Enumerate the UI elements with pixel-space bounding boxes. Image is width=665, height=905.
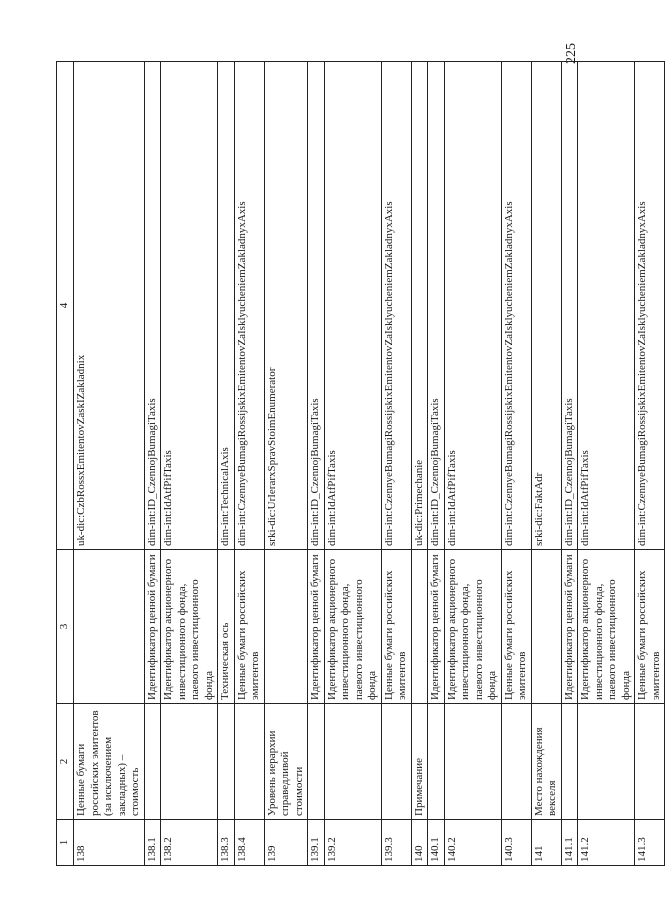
- row-number-cell: 141.3: [635, 820, 665, 866]
- row-code-cell: uk-dic:CzbRossxEmitentovZaskIZakladnix: [74, 62, 145, 550]
- row-code-cell: uk-dic:Primechanie: [411, 62, 428, 550]
- row-code-cell: srki-dic:UrIerarxSpravStoimEnumerator: [264, 62, 308, 550]
- row-code-cell: dim-int:IdAtfPifTaxis: [578, 62, 635, 550]
- row-number-cell: 139.1: [308, 820, 325, 866]
- row-name-cell: [635, 704, 665, 820]
- header-cell-4: 4: [57, 62, 74, 550]
- row-name-cell: [578, 704, 635, 820]
- row-description-cell: Идентификатор акционерного инвестиционного фонда, паевого инвестиционного фонда: [324, 550, 381, 704]
- row-code-cell: dim-int:ID_CzennojBumagiTaxis: [308, 62, 325, 550]
- row-number-cell: 141.2: [578, 820, 635, 866]
- table-row: [381, 62, 411, 866]
- table-row: [324, 62, 381, 866]
- row-description-cell: [264, 550, 308, 704]
- row-name-cell: Место нахождения векселя: [531, 704, 561, 820]
- row-code-cell: dim-int:IdAtfPifTaxis: [324, 62, 381, 550]
- row-name-cell: Ценные бумаги российских эмитентов (за исключением закладных) – стоимость: [74, 704, 145, 820]
- table-row: [561, 62, 578, 866]
- row-number-cell: 138.2: [161, 820, 218, 866]
- table-row: [74, 62, 145, 866]
- header-cell-2: 2: [57, 704, 74, 820]
- row-code-cell: dim-int:CzennyeBumagiRossijskixEmitentovZaIsklyucheniemZakladnyxAxis: [501, 62, 531, 550]
- row-code-cell: srki-dic:FaktAdr: [531, 62, 561, 550]
- row-code-cell: dim-int:ID_CzennojBumagiTaxis: [144, 62, 161, 550]
- row-name-cell: [428, 704, 445, 820]
- row-number-cell: 139.3: [381, 820, 411, 866]
- table-row: [578, 62, 635, 866]
- row-number-cell: 138: [74, 820, 145, 866]
- table-row: [264, 62, 308, 866]
- row-name-cell: [381, 704, 411, 820]
- row-name-cell: Примечание: [411, 704, 428, 820]
- table-row: [308, 62, 325, 866]
- row-number-cell: 140.1: [428, 820, 445, 866]
- row-description-cell: Ценные бумаги российских эмитентов: [501, 550, 531, 704]
- header-cell-3: 3: [57, 550, 74, 704]
- table-row: [531, 62, 561, 866]
- row-name-cell: [144, 704, 161, 820]
- table-row: [501, 62, 531, 866]
- row-number-cell: 140.3: [501, 820, 531, 866]
- row-number-cell: 138.4: [234, 820, 264, 866]
- row-description-cell: Техническая ось: [218, 550, 235, 704]
- table-row: [444, 62, 501, 866]
- row-number-cell: 139.2: [324, 820, 381, 866]
- row-name-cell: [561, 704, 578, 820]
- table-row: [411, 62, 428, 866]
- row-code-cell: dim-int:ID_CzennojBumagiTaxis: [561, 62, 578, 550]
- row-description-cell: Идентификатор акционерного инвестиционного фонда, паевого инвестиционного фонда: [444, 550, 501, 704]
- row-number-cell: 141: [531, 820, 561, 866]
- table-row: [144, 62, 161, 866]
- row-description-cell: [531, 550, 561, 704]
- row-description-cell: Идентификатор акционерного инвестиционного фонда, паевого инвестиционного фонда: [578, 550, 635, 704]
- row-code-cell: dim-int:CzennyeBumagiRossijskixEmitentovZaIsklyucheniemZakladnyxAxis: [234, 62, 264, 550]
- row-description-cell: Ценные бумаги российских эмитентов: [381, 550, 411, 704]
- table-row: [635, 62, 665, 866]
- table-row: [161, 62, 218, 866]
- row-number-cell: 140.2: [444, 820, 501, 866]
- row-code-cell: dim-int:IdAtfPifTaxis: [444, 62, 501, 550]
- row-code-cell: dim-int:IdAtfPifTaxis: [161, 62, 218, 550]
- rotated-table-container: [56, 62, 662, 866]
- row-code-cell: dim-int:CzennyeBumagiRossijskixEmitentovZaIsklyucheniemZakladnyxAxis: [381, 62, 411, 550]
- row-code-cell: dim-int:CzennyeBumagiRossijskixEmitentovZaIsklyucheniemZakladnyxAxis: [635, 62, 665, 550]
- row-description-cell: Идентификатор ценной бумаги: [308, 550, 325, 704]
- row-name-cell: [444, 704, 501, 820]
- row-name-cell: Уровень иерархии справедливой стоимости: [264, 704, 308, 820]
- row-description-cell: Идентификатор ценной бумаги: [561, 550, 578, 704]
- row-name-cell: [218, 704, 235, 820]
- table-row: [218, 62, 235, 866]
- row-description-cell: Идентификатор ценной бумаги: [428, 550, 445, 704]
- row-name-cell: [308, 704, 325, 820]
- row-description-cell: [74, 550, 145, 704]
- row-number-cell: 138.3: [218, 820, 235, 866]
- row-name-cell: [501, 704, 531, 820]
- table-header-row: [57, 62, 74, 866]
- row-number-cell: 141.1: [561, 820, 578, 866]
- row-name-cell: [234, 704, 264, 820]
- row-code-cell: dim-int:ID_CzennojBumagiTaxis: [428, 62, 445, 550]
- row-description-cell: Ценные бумаги российских эмитентов: [635, 550, 665, 704]
- row-number-cell: 138.1: [144, 820, 161, 866]
- row-description-cell: Ценные бумаги российских эмитентов: [234, 550, 264, 704]
- data-table: [56, 61, 665, 866]
- row-description-cell: Идентификатор акционерного инвестиционного фонда, паевого инвестиционного фонда: [161, 550, 218, 704]
- row-number-cell: 140: [411, 820, 428, 866]
- table-row: [234, 62, 264, 866]
- page-number: 225: [564, 43, 579, 64]
- row-code-cell: dim-int:TechnicalAxis: [218, 62, 235, 550]
- row-description-cell: [411, 550, 428, 704]
- row-number-cell: 139: [264, 820, 308, 866]
- row-name-cell: [161, 704, 218, 820]
- row-name-cell: [324, 704, 381, 820]
- row-description-cell: Идентификатор ценной бумаги: [144, 550, 161, 704]
- header-cell-1: 1: [57, 820, 74, 866]
- table-row: [428, 62, 445, 866]
